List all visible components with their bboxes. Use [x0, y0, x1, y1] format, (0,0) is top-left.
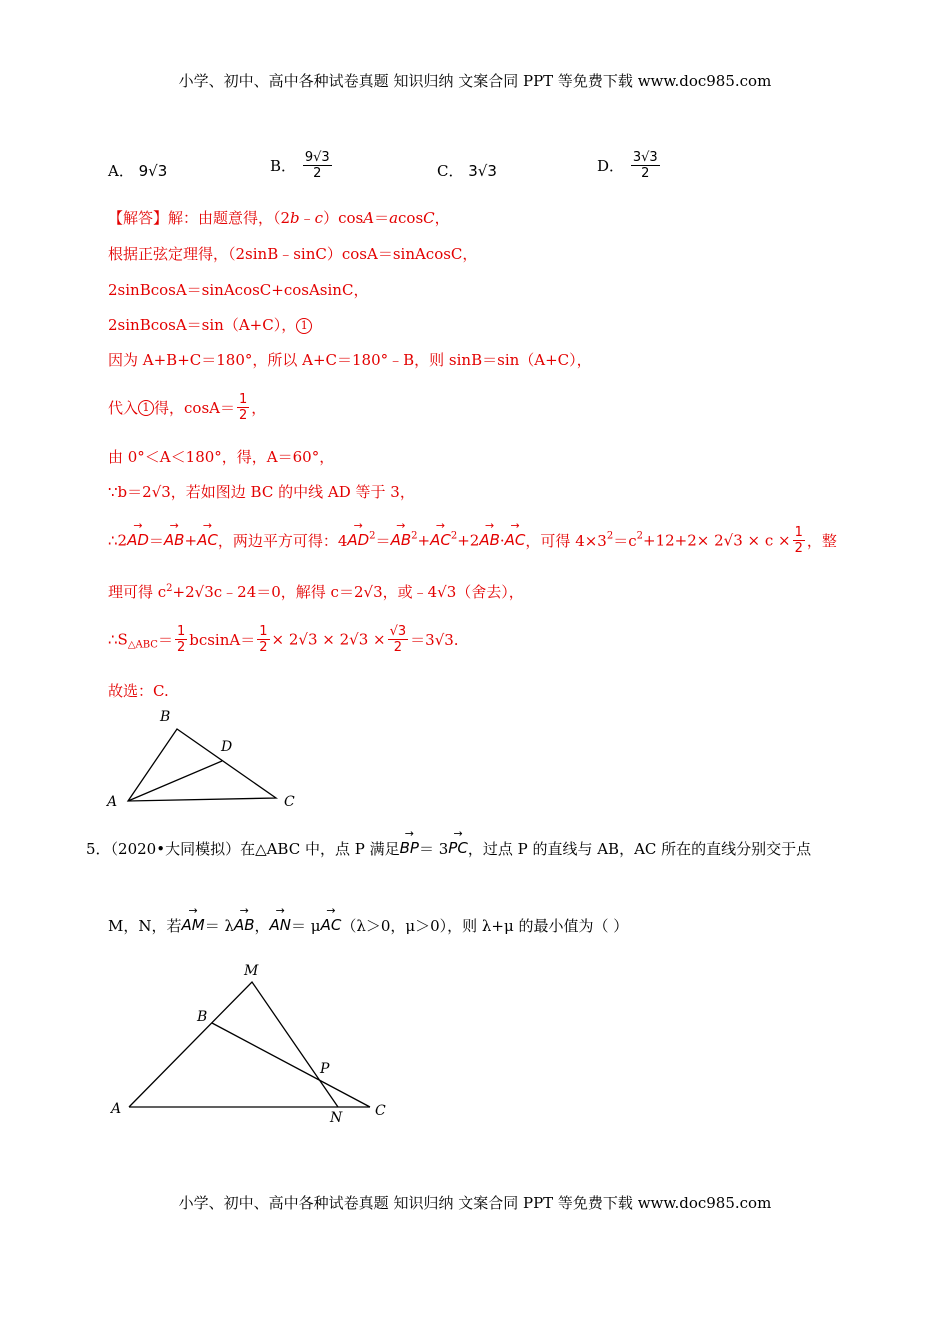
circled-one-marker: 1	[296, 318, 312, 334]
option-c-label: C．	[437, 162, 464, 180]
option-d-label: D．	[597, 157, 625, 175]
option-b-label: B．	[270, 157, 297, 175]
triangle-figure-1	[100, 705, 310, 815]
label-m: M	[244, 963, 259, 979]
question-5-line-2: M，N，若→ AM＝ λ→ AB，→ AN＝ μ→ AC（λ＞0，μ＞0），则 λ+μ 的最小值为（ ）	[108, 915, 628, 936]
triangle-abc	[128, 729, 276, 801]
lines-am-mn	[129, 982, 338, 1107]
label-b: B	[160, 709, 171, 725]
solution-line-9: ∴2→ AD＝→ AB+→ AC，两边平方可得：$4\to AD^2=\to AB^2+\to AC^2+2\to AB\cdot\to$ AC，可得 $4\times 3^2=c^2+12+2\times 2√3 \times c$ × $\frac{1}{2}$ ，整	[108, 525, 837, 556]
vector-ac: → AC	[197, 531, 218, 549]
option-b-numerator: 9√3	[304, 150, 330, 165]
solution-line-3: 2sinBcosA＝sinAcosC+cosAsinC，	[108, 281, 369, 299]
solution-line-5: 因为 A+B+C＝180°，所以 A+C＝180°﹣B，则 sinB＝sin（A+C），	[108, 351, 592, 369]
solution-line-10: 理可得 $c^2+2√3c﹣24=0$，解得 c＝2√3，或﹣4√3（舍去），	[108, 583, 524, 601]
option-b[interactable]	[270, 150, 334, 181]
vector-pc: → PC	[448, 839, 468, 857]
solution-line-11: $\therefore S_{\triangle ABC}=$ $\frac{1}{2}$ bcsinA＝ $\frac{1}{2}$ × 2√3 × 2√3 × $\frac{√3}{2}$ ＝3√3.	[108, 624, 459, 655]
vector-am: → AM	[181, 916, 204, 934]
triangle-figure-2	[100, 958, 400, 1128]
solution-line-7: 由 0°＜A＜180°，得，A＝60°，	[108, 448, 335, 466]
vector-ad: → AD	[127, 531, 149, 549]
label-b: B	[197, 1009, 208, 1025]
option-c[interactable]	[437, 160, 497, 181]
vector-ab: → AB	[479, 531, 500, 549]
solution-answer: 故选：C.	[108, 682, 169, 700]
page-footer: 小学、初中、高中各种试卷真题 知识归纳 文案合同 PPT 等免费下载 www.doc985.com	[178, 1194, 772, 1212]
question-5-line-1: 5．（2020•大同模拟）在△ABC 中，点 P 满足→ BP＝ 3→ PC，过点 P 的直线与 AB，AC 所在的直线分别交于点	[86, 838, 811, 859]
option-a[interactable]	[108, 160, 167, 181]
label-c: C	[284, 794, 295, 810]
circled-one-marker: 1	[138, 400, 154, 416]
vector-bp: → BP	[400, 839, 419, 857]
option-a-label: A．	[108, 162, 134, 180]
vector-ac: → AC	[321, 916, 342, 934]
option-b-denominator: 2	[313, 166, 322, 181]
solution-line-2: 根据正弦定理得，（2sinB﹣sinC）cosA＝sinAcosC，	[108, 245, 478, 263]
vector-ab: → AB	[234, 916, 255, 934]
vector-ab: → AB	[391, 531, 412, 549]
option-d-numerator: 3√3	[632, 150, 658, 165]
page-header: 小学、初中、高中各种试卷真题 知识归纳 文案合同 PPT 等免费下载 www.doc985.com	[178, 72, 772, 90]
label-n: N	[330, 1110, 343, 1126]
label-d: D	[221, 739, 233, 755]
label-a: A	[107, 794, 118, 810]
line-bc	[212, 1023, 370, 1107]
label-c: C	[375, 1103, 386, 1119]
vector-ac: → AC	[505, 531, 526, 549]
solution-line-4: 2sinBcosA＝sin（A+C）， 1	[108, 314, 312, 335]
solution-line-6: 代入 1 得，cosA＝ $\frac{1}{2}$ ，	[108, 392, 267, 423]
vector-an: → AN	[270, 916, 291, 934]
label-p: P	[320, 1061, 330, 1077]
option-a-value: 9√3	[138, 162, 168, 180]
option-d[interactable]	[597, 150, 662, 181]
vector-ad: → AD	[347, 531, 369, 549]
vector-ab: → AB	[164, 531, 185, 549]
solution-line-1: 【解答】解：由题意得，（2b﹣c）cosA＝acosC，	[108, 209, 450, 227]
solution-line-8: ∵b＝2√3，若如图边 BC 的中线 AD 等于 3，	[108, 483, 415, 501]
option-c-value: 3√3	[468, 162, 497, 180]
vector-ac: → AC	[430, 531, 451, 549]
option-d-denominator: 2	[641, 166, 650, 181]
label-a: A	[111, 1101, 122, 1117]
